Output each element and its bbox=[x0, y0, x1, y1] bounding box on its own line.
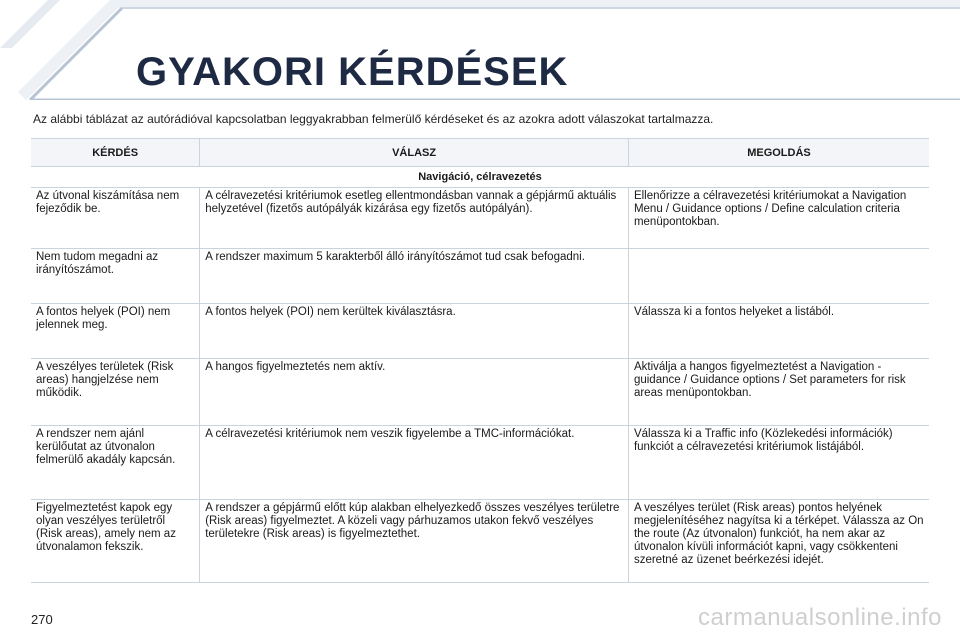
question-cell: A veszélyes területek (Risk areas) hangjelzése nem működik. bbox=[31, 359, 199, 426]
answer-cell: A rendszer a gépjármű előtt kúp alakban elhelyezkedő összes veszélyes területre (Risk areas) figyelmeztet. A közeli vagy párhuzamos utakon fekvő veszélyes területekre (Risk areas) is figyelmeztethet. bbox=[199, 500, 628, 583]
page-number: 270 bbox=[31, 612, 53, 627]
section-row bbox=[31, 167, 929, 188]
table-row bbox=[31, 359, 929, 426]
table-row bbox=[31, 304, 929, 359]
header-solution: MEGOLDÁS bbox=[628, 138, 929, 167]
table-row bbox=[31, 188, 929, 249]
table-row bbox=[31, 500, 929, 583]
table-row bbox=[31, 249, 929, 304]
answer-cell: A fontos helyek (POI) nem kerültek kiválasztásra. bbox=[199, 304, 628, 359]
solution-cell: Válassza ki a fontos helyeket a listából. bbox=[628, 304, 929, 359]
question-cell: A rendszer nem ajánl kerülőutat az útvonalon felmerülő akadály kapcsán. bbox=[31, 426, 199, 500]
answer-cell: A célravezetési kritériumok esetleg ellentmondásban vannak a gépjármű aktuális helyzetével (fizetős autópályák kizárása egy fizetős autópályán). bbox=[199, 188, 628, 249]
page-title: GYAKORI KÉRDÉSEK bbox=[136, 50, 569, 94]
solution-cell: Válassza ki a Traffic info (Közlekedési információk) funkciót a célravezetési kritériumok listájából. bbox=[628, 426, 929, 500]
section-title: Navigáció, célravezetés bbox=[31, 167, 929, 188]
question-cell: Figyelmeztetést kapok egy olyan veszélyes területről (Risk areas), amely nem az útvonalamon fekszik. bbox=[31, 500, 199, 583]
table-header-row bbox=[31, 138, 929, 167]
intro-text: Az alábbi táblázat az autórádióval kapcsolatban leggyakrabban felmerülő kérdéseket és az azokra adott válaszokat tartalmazza. bbox=[33, 112, 714, 126]
answer-cell: A rendszer maximum 5 karakterből álló irányítószámot tud csak befogadni. bbox=[199, 249, 628, 304]
question-cell: Nem tudom megadni az irányítószámot. bbox=[31, 249, 199, 304]
solution-cell: A veszélyes terület (Risk areas) pontos helyének megjelenítéséhez nagyítsa ki a térképet. Válassza az On the route (Az útvonalon) funkciót, ha nem akar az útvonalon kívüli információt kapni, vagy csökkenteni szeretné az üzenet beérkezési idejét. bbox=[628, 500, 929, 583]
solution-cell bbox=[628, 249, 929, 304]
faq-table bbox=[31, 138, 929, 583]
question-cell: Az útvonal kiszámítása nem fejeződik be. bbox=[31, 188, 199, 249]
table-row bbox=[31, 426, 929, 500]
header-question: KÉRDÉS bbox=[31, 138, 199, 167]
answer-cell: A célravezetési kritériumok nem veszik figyelembe a TMC-információkat. bbox=[199, 426, 628, 500]
answer-cell: A hangos figyelmeztetés nem aktív. bbox=[199, 359, 628, 426]
solution-cell: Ellenőrizze a célravezetési kritériumokat a Navigation Menu / Guidance options / Define calculation criteria menüpontokban. bbox=[628, 188, 929, 249]
watermark: carmanualsonline.info bbox=[698, 604, 942, 631]
question-cell: A fontos helyek (POI) nem jelennek meg. bbox=[31, 304, 199, 359]
header-answer: VÁLASZ bbox=[199, 138, 628, 167]
solution-cell: Aktiválja a hangos figyelmeztetést a Navigation - guidance / Guidance options / Set parameters for risk areas menüpontokban. bbox=[628, 359, 929, 426]
